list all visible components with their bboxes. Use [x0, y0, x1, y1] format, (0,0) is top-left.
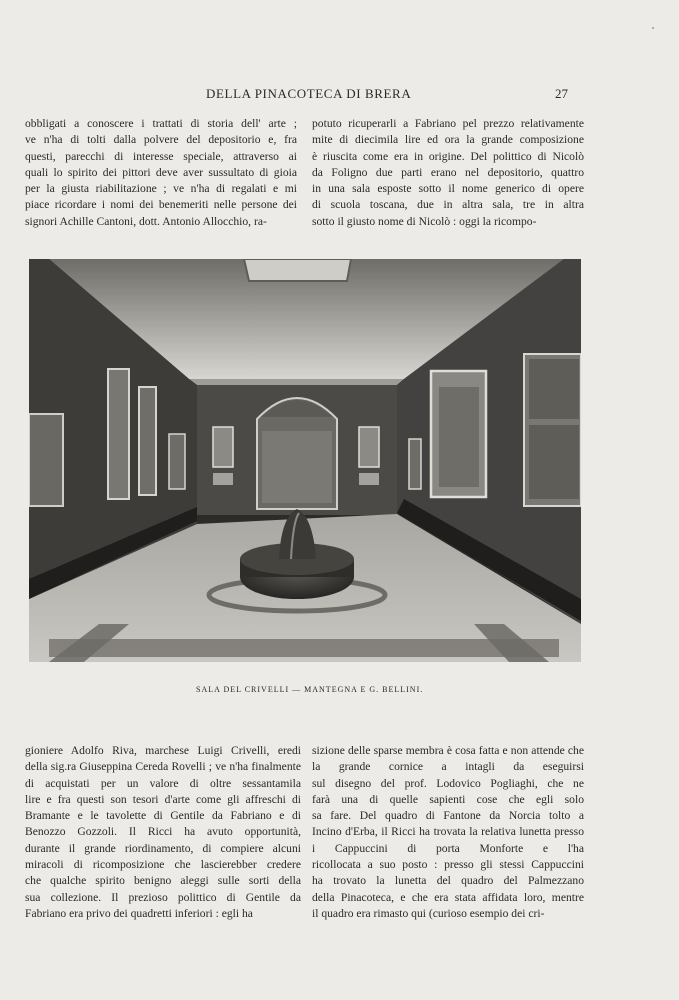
page-number: 27	[555, 86, 568, 101]
text-line: potuto ricuperarli a Fabriano pel prezzo relativamente	[312, 117, 584, 130]
paper-speck	[652, 27, 654, 29]
text-line: da Foligno due parti erano nel depositorio, quattro	[312, 165, 584, 179]
gallery-room-illustration	[29, 259, 581, 662]
running-title: DELLA PINACOTECA DI BRERA	[206, 86, 412, 101]
text-line: Bramante e le tavolette di Gentile da Fabriano e di	[25, 809, 301, 823]
text-line: gioniere Adolfo Riva, marchese Luigi Crivelli, eredi	[25, 744, 301, 757]
text-line: ricollocata a suo posto : presso gli stessi Cappuccini	[312, 858, 584, 872]
text-line: ha trovato la lunetta del quadro del Palmezzano	[312, 874, 584, 888]
text-column-bottom-left	[25, 743, 301, 922]
text-column-top-right	[312, 116, 584, 230]
text-line: piace ricordare i nomi dei benemeriti nelle persone dei	[25, 198, 297, 212]
text-line: sizione delle sparse membra è cosa fatta e non attende che la grande cornice a intagli da eseguirsi	[312, 744, 584, 774]
text-line: che qualche spirito benigno aleggi sulle sorti della	[25, 874, 301, 888]
text-line: miracoli di ricomposizione che lascierebber credere	[25, 858, 301, 872]
text-line: in una sala esposte sotto il nome generico di opere	[312, 182, 584, 196]
text-line: obbligati a conoscere i trattati di storia dell' arte ;	[25, 117, 297, 130]
text-line: ve n'ha di tolti dalla polvere del depositorio e, fra	[25, 133, 297, 147]
text-line: lire e fra questi son tesori d'arte come gli affreschi di	[25, 792, 301, 806]
gallery-photograph	[29, 259, 581, 662]
text-line: quali lo spirito dei pittori deve aver sussultato di gioia	[25, 165, 297, 179]
figure-caption: SALA DEL CRIVELLI — MANTEGNA E G. BELLINI.	[196, 685, 424, 694]
text-line: sul disegno del prof. Lodovico Pogliaghi, che ne	[312, 776, 584, 790]
text-line: sa fare. Del quadro di Fantone da Norcia tolto a	[312, 809, 584, 823]
text-line: questi, parecchi di interesse speciale, attraverso ai	[25, 149, 297, 163]
text-line: farà una di quelle sapienti cose che egli solo	[312, 792, 584, 806]
text-line: Benozzo Gozzoli. Il Ricci ha avuto opportunità,	[25, 825, 301, 839]
text-column-top-left	[25, 116, 297, 230]
text-line: per la giusta riabilitazione ; ve n'ha di regalati e mi	[25, 182, 297, 196]
text-line: della sig.ra Giuseppina Cereda Rovelli ; ve n'ha finalmente di acquistati per un valore di oltre sessantamila	[25, 760, 301, 790]
text-line: di scuola toscana, due in altra sala, tre in altra	[312, 198, 584, 212]
text-line: il quadro era rimasto qui (curioso esempio dei cri-	[312, 906, 545, 920]
text-line: Fabriano era privo dei quadretti inferiori : egli ha	[25, 906, 253, 920]
text-line: mite di diecimila lire ed ora la grande composizione	[312, 133, 584, 147]
text-line: della Pinacoteca, e che era stata affidata loro, mentre	[312, 890, 584, 904]
text-line: è riuscita come era in origine. Del polittico di Nicolò	[312, 149, 584, 163]
text-column-bottom-right	[312, 743, 584, 922]
text-line: Incino d'Erba, il Ricci ha trovata la relativa lunetta presso i Cappuccini di porta Monforte e l'ha	[312, 825, 584, 855]
text-line: sotto il giusto nome di Nicolò : oggi la ricompo-	[312, 214, 537, 228]
text-line: signori Achille Cantoni, dott. Antonio Allocchio, ra-	[25, 214, 267, 228]
text-line: sua collezione. Il prezioso polittico di Gentile da	[25, 890, 301, 904]
text-line: durante il grande riordinamento, di compiere alcuni	[25, 841, 301, 855]
